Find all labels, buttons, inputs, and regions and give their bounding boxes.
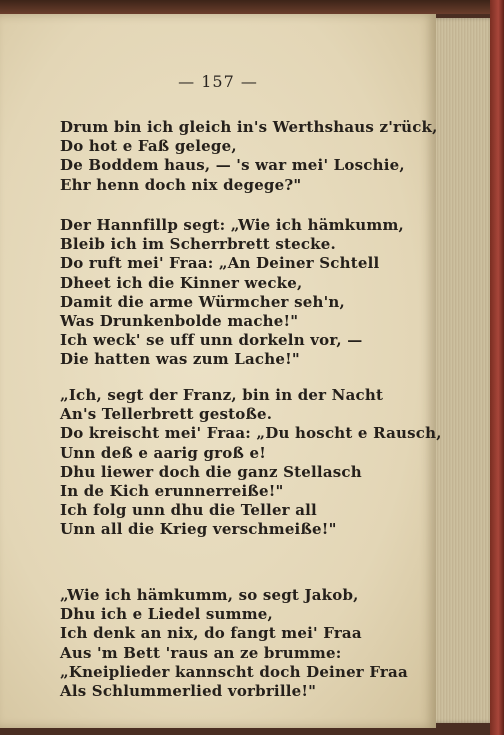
verse-line: Dheet ich die Kinner wecke, [60,273,303,292]
book-cover-spine [490,0,504,735]
verse-line: Aus 'm Bett 'raus an ze brumme: [60,643,342,662]
verse-line: „Wie ich hämkumm, so segt Jakob, [60,586,359,604]
verse-line: Damit die arme Würmcher seh'n, [60,292,345,311]
verse-line: Die hatten was zum Lache!" [60,350,300,369]
book-cover-top [0,0,504,14]
stanza-1 [60,118,438,195]
verse-line: In de Kich erunnerreiße!" [60,482,284,501]
verse-line: Ehr henn doch nix degege?" [60,175,302,194]
verse-line: Bleib ich im Scherrbrett stecke. [60,235,336,254]
verse-line: Do hot e Faß gelege, [60,137,237,156]
verse-line: „Ich, segt der Franz, bin in der Nacht [60,386,384,404]
verse-line: Dhu liewer doch die ganz Stellasch [60,462,362,481]
book-page [0,14,442,728]
verse-line: Als Schlummerlied vorbrille!" [60,682,317,701]
stanza-4 [60,586,420,701]
stanza-2 [60,216,420,370]
verse-line: Ich denk an nix, do fangt mei' Fraa [60,624,362,643]
verse-line: Was Drunkenbolde mache!" [60,312,299,331]
verse-line: Unn deß e aarig groß e! [60,443,267,462]
verse-line: Unn all die Krieg verschmeiße!" [60,520,337,539]
verse-line: Der Hannfillp segt: „Wie ich hämkumm, [60,216,404,234]
stanza-3 [60,386,442,540]
verse-line: Ich weck' se uff unn dorkeln vor, — [60,331,363,350]
page-number: — 157 — [178,72,258,91]
verse-line: Drum bin ich gleich in's Werthshaus z'rück, [60,118,438,136]
verse-line: An's Tellerbrett gestoße. [60,405,273,424]
verse-line: De Boddem haus, — 's war mei' Loschie, [60,156,405,175]
verse-line: „Kneiplieder kannscht doch Deiner Fraa [60,662,408,681]
verse-line: Dhu ich e Liedel summe, [60,605,273,624]
verse-line: Ich folg unn dhu die Teller all [60,501,317,520]
verse-line: Do ruft mei' Fraa: „An Deiner Schtell [60,254,380,273]
verse-line: Do kreischt mei' Fraa: „Du hoscht e Rausch, [60,424,442,443]
